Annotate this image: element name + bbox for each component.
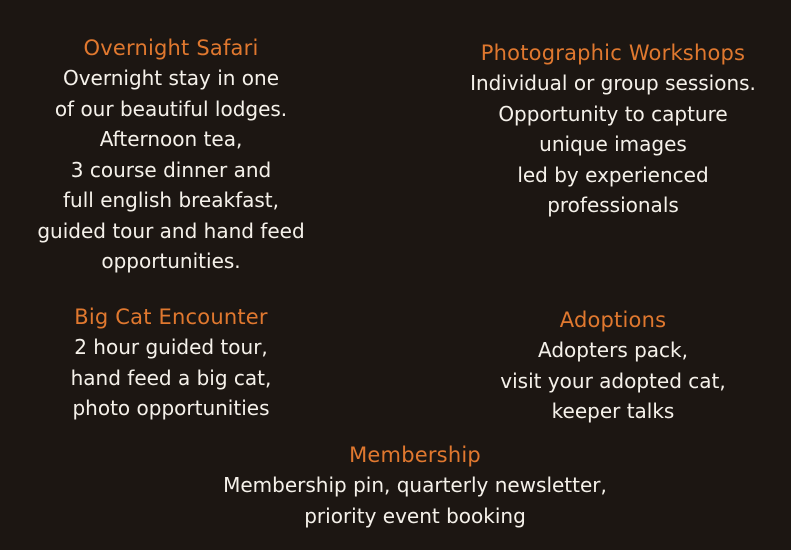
big-cat-encounter-title: Big Cat Encounter bbox=[74, 305, 268, 329]
membership-line: priority event booking bbox=[304, 503, 526, 528]
photographic-workshops-line: Individual or group sessions. bbox=[470, 71, 756, 95]
photographic-workshops-line: unique images bbox=[539, 132, 687, 156]
adoptions-line: keeper talks bbox=[551, 399, 675, 423]
overnight-safari-line: guided tour and hand feed bbox=[37, 218, 305, 243]
overnight-safari-title: Overnight Safari bbox=[83, 36, 259, 60]
overnight-safari-line: of our beautiful lodges. bbox=[54, 96, 288, 121]
membership-line: Membership pin, quarterly newsletter, bbox=[223, 473, 607, 497]
big-cat-encounter-section bbox=[40, 302, 302, 424]
photographic-workshops-line: Opportunity to capture bbox=[498, 101, 728, 126]
overnight-safari-line: Overnight stay in one bbox=[62, 66, 280, 90]
big-cat-encounter-line: hand feed a big cat, bbox=[70, 365, 272, 390]
photographic-workshops-section bbox=[455, 38, 771, 221]
overnight-safari-line: Afternoon tea, bbox=[99, 127, 243, 151]
photographic-workshops-line: led by experienced bbox=[517, 162, 709, 187]
membership-title: Membership bbox=[349, 443, 481, 467]
adoptions-section bbox=[478, 305, 748, 427]
overnight-safari-line: 3 course dinner and bbox=[70, 157, 272, 182]
overnight-safari-section bbox=[20, 33, 322, 277]
photographic-workshops-line: professionals bbox=[547, 193, 679, 217]
adoptions-line: Adopters pack, bbox=[538, 338, 688, 362]
overnight-safari-line: opportunities. bbox=[101, 249, 241, 273]
membership-section bbox=[195, 440, 635, 531]
adoptions-line: visit your adopted cat, bbox=[500, 368, 726, 393]
big-cat-encounter-line: 2 hour guided tour, bbox=[74, 335, 268, 359]
overnight-safari-line: full english breakfast, bbox=[63, 188, 279, 212]
big-cat-encounter-line: photo opportunities bbox=[72, 396, 270, 420]
adoptions-title: Adoptions bbox=[559, 308, 667, 332]
photographic-workshops-title: Photographic Workshops bbox=[480, 41, 746, 65]
